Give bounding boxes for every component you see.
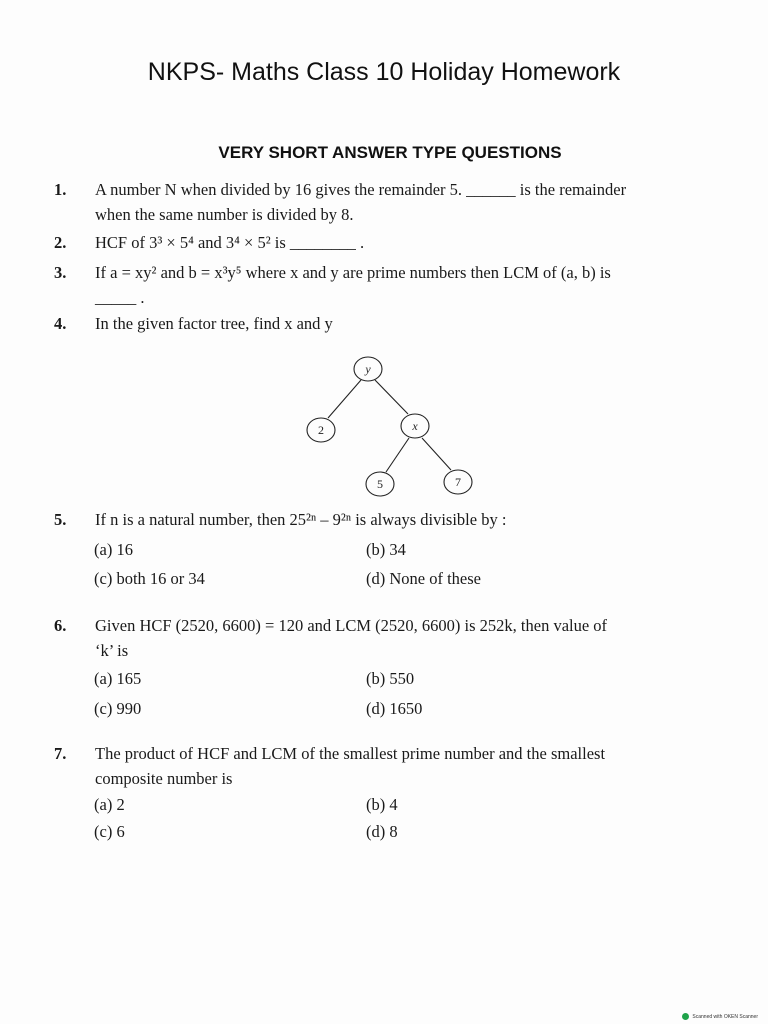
- tree-edge: [422, 438, 451, 470]
- option-d: (d) None of these: [366, 569, 482, 588]
- option-d: (d) 8: [366, 822, 398, 841]
- question-text: [95, 613, 730, 663]
- option-b: (b) 550: [366, 669, 415, 688]
- question-text: [95, 260, 730, 310]
- question-number: 3.: [54, 263, 67, 282]
- factor-tree-diagram: [290, 350, 490, 500]
- option-a: (a) 2: [94, 795, 125, 814]
- tree-edge: [328, 380, 361, 418]
- tree-edge: [386, 438, 409, 472]
- option-a: (a) 16: [94, 540, 133, 559]
- section-title: VERY SHORT ANSWER TYPE QUESTIONS: [218, 143, 562, 162]
- option-b: (b) 34: [366, 540, 406, 559]
- question-line: Given HCF (2520, 6600) = 120 and LCM (2520, 6600) is 252k, then value of: [95, 616, 608, 635]
- scanner-logo-icon: [682, 1013, 689, 1020]
- question-line: ‘k’ is: [95, 641, 129, 660]
- question-number: 4.: [54, 314, 67, 333]
- question-number: 5.: [54, 510, 67, 529]
- question-line: A number N when divided by 16 gives the remainder 5. ______ is the remainder: [95, 180, 627, 199]
- option-c: (c) 990: [94, 699, 142, 718]
- option-c: (c) both 16 or 34: [94, 569, 205, 588]
- question-line: _____ .: [95, 288, 145, 307]
- question-line: The product of HCF and LCM of the smallest prime number and the smallest: [95, 744, 606, 763]
- tree-label-bottom-left: 5: [377, 477, 383, 491]
- question-line: If a = xy² and b = x³y⁵ where x and y are prime numbers then LCM of (a, b) is: [95, 263, 611, 282]
- tree-edge: [375, 380, 408, 414]
- question-number: 2.: [54, 233, 67, 252]
- option-c: (c) 6: [94, 822, 125, 841]
- question-number: 1.: [54, 180, 67, 199]
- scanner-watermark-text: Scanned with OKEN Scanner: [692, 1013, 758, 1020]
- option-d: (d) 1650: [366, 699, 423, 718]
- question-number: 7.: [54, 744, 67, 763]
- option-a: (a) 165: [94, 669, 142, 688]
- option-b: (b) 4: [366, 795, 398, 814]
- question-text: [95, 741, 730, 791]
- question-number: 6.: [54, 616, 67, 635]
- question-line: composite number is: [95, 769, 233, 788]
- tree-label-bottom-right: 7: [455, 475, 461, 489]
- scanner-watermark: [682, 1013, 758, 1020]
- question-text: [95, 177, 730, 227]
- tree-label-mid: x: [412, 419, 418, 433]
- question-line: when the same number is divided by 8.: [95, 205, 354, 224]
- tree-label-left: 2: [318, 423, 324, 437]
- question-text: In the given factor tree, find x and y: [95, 314, 333, 333]
- page-title: NKPS- Maths Class 10 Holiday Homework: [147, 58, 621, 86]
- tree-label-root: y: [365, 362, 371, 376]
- question-text: If n is a natural number, then 25²ⁿ – 9²ⁿ is always divisible by :: [95, 510, 507, 529]
- question-text: HCF of 3³ × 5⁴ and 3⁴ × 5² is ________ .: [95, 233, 365, 252]
